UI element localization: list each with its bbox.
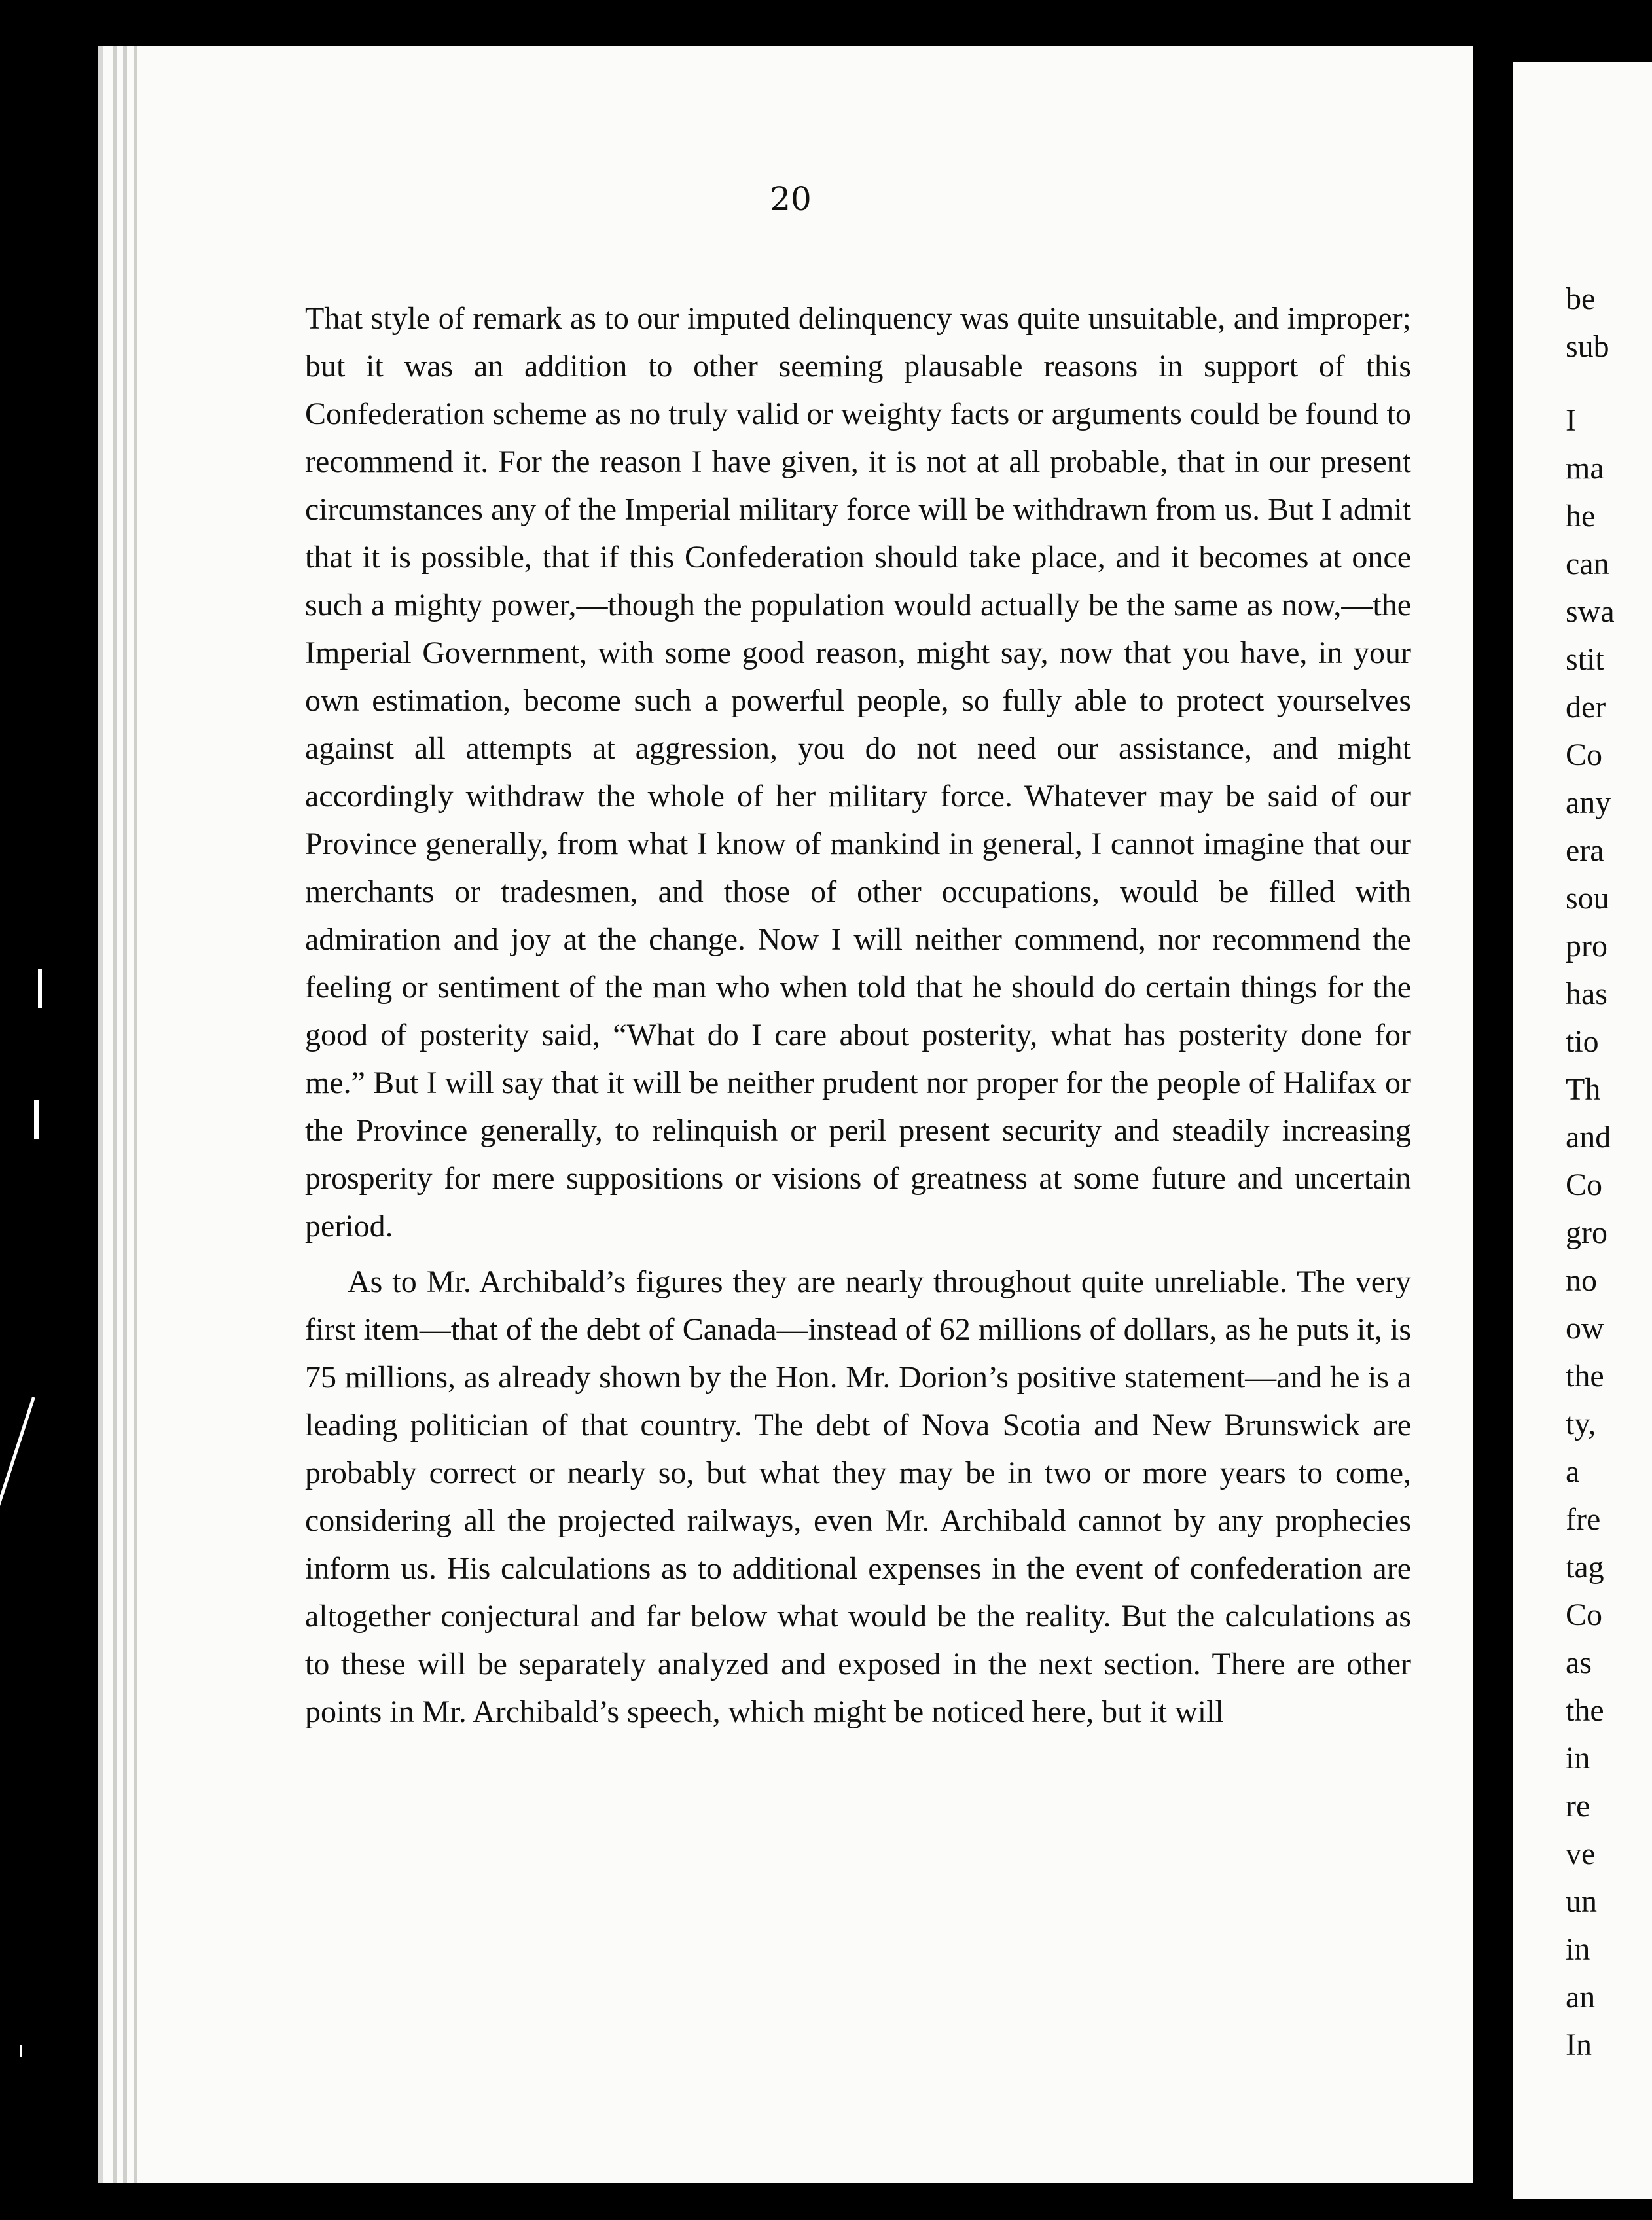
right-page-fragment: gro [1566, 1215, 1607, 1250]
right-page-fragment: Th [1566, 1072, 1601, 1107]
page-edge-stack [134, 46, 137, 2183]
right-page-fragment: no [1566, 1263, 1597, 1298]
right-page-fragment: ty, [1566, 1406, 1596, 1441]
right-page-fragment: der [1566, 690, 1606, 725]
scan-artifact [38, 969, 42, 1008]
right-page-fragment: Co [1566, 1168, 1603, 1202]
right-page-fragment: era [1566, 833, 1604, 868]
right-page-fragment: tio [1566, 1024, 1599, 1059]
right-page-fragment: ma [1566, 451, 1604, 486]
right-page-fragment: I [1566, 403, 1576, 438]
right-page-fragment [1566, 370, 1615, 397]
book-gutter [1473, 33, 1513, 2199]
right-page-fragment: a [1566, 1454, 1580, 1489]
right-page-fragment: any [1566, 785, 1611, 820]
scan-artifact [34, 1100, 39, 1139]
book-page-right-cropped [1513, 62, 1652, 2199]
right-page-fragment: Co [1566, 1598, 1603, 1632]
book-page-left [98, 46, 1478, 2183]
right-page-fragment: un [1566, 1884, 1597, 1919]
right-page-fragment: an [1566, 1980, 1596, 2014]
scan-left-border [0, 0, 98, 2220]
right-page-fragment: Co [1566, 738, 1603, 772]
right-page-fragment: as [1566, 1645, 1592, 1680]
right-page-fragment: can [1566, 546, 1609, 581]
page-edge-stack [113, 46, 117, 2183]
right-page-fragment: ow [1566, 1311, 1604, 1346]
paragraph-1: That style of remark as to our imputed delinquency was quite unsuitable, and improper; but it was an addition to other seeming plausable reasons in support of this Confederation scheme as no truly valid or weighty facts or arguments could be found to recommend it. For the reason I have given, it is not at all probable, that in our present circumstances any of the Imperial military force will be withdrawn from us. But I admit that it is possible, that if this Confederation should take place, and it becomes at once such a mighty power,—though the population would actually be the same as now,—the Imperial Government, with some good reason, might say, now that you have, in your own estimation, become such a powerful people, so fully able to protect yourselves against all attempts at aggression, you do not need our assistance, and might accordingly withdraw the whole of her military force. Whatever may be said of our Province generally, from what I know of mankind in general, I cannot imagine that our merchants or tradesmen, and those of other occupations, would be filled with admiration and joy at the change. Now I will neither commend, nor recommend the feeling or sentiment of the man who when told that he should do certain things for the good of posterity said, “What do I care about posterity, what has posterity done for me.” But I will say that it will be neither prudent nor proper for the people of Halifax or the Province generally, to relinquish or peril present security and steadily increasing prosperity for mere suppositions or visions of greatness at some future and uncertain period. [305, 301, 1411, 1244]
right-page-fragment: he [1566, 499, 1596, 533]
right-page-fragment: stit [1566, 642, 1604, 677]
page-edge-stack [123, 46, 127, 2183]
right-page-fragment: be [1566, 281, 1596, 316]
page-number: 20 [770, 180, 812, 218]
right-page-line-fragments [1566, 275, 1615, 2069]
right-page-fragment: in [1566, 1932, 1590, 1967]
right-page-fragment: in [1566, 1741, 1590, 1776]
page-body-text [305, 295, 1411, 1736]
right-page-fragment: the [1566, 1693, 1604, 1728]
right-page-fragment: sou [1566, 881, 1609, 916]
paragraph-2: As to Mr. Archibald’s figures they are nearly throughout quite unreliable. The very first item—that of the debt of Canada—instead of 62 millions of dollars, as he puts it, is 75 millions, as already shown by the Hon. Mr. Dorion’s positive statement—and he is a leading politician of that country. The debt of Nova Scotia and New Brunswick are probably correct or nearly so, but what they may be in two or more years to come, considering all the projected railways, even Mr. Archibald cannot by any prophecies inform us. His calculations as to additional expenses in the event of confederation are altogether conjectural and far below what would be the reality. But the calculations as to these will be separately analyzed and exposed in the next section. There are other points in Mr. Archibald’s speech, which might be noticed here, but it will [305, 1264, 1411, 1729]
right-page-fragment: pro [1566, 929, 1607, 963]
right-page-fragment: fre [1566, 1502, 1601, 1537]
right-page-fragment: the [1566, 1359, 1604, 1393]
scan-artifact [0, 1397, 35, 1522]
right-page-fragment: tag [1566, 1550, 1604, 1584]
right-page-fragment: re [1566, 1789, 1590, 1823]
right-page-fragment: ve [1566, 1836, 1596, 1871]
right-page-fragment: has [1566, 976, 1607, 1011]
right-page-fragment: sub [1566, 329, 1609, 364]
scan-artifact [20, 2045, 22, 2057]
right-page-fragment: and [1566, 1120, 1611, 1155]
right-page-fragment: In [1566, 2028, 1592, 2062]
right-page-fragment: swa [1566, 594, 1615, 629]
